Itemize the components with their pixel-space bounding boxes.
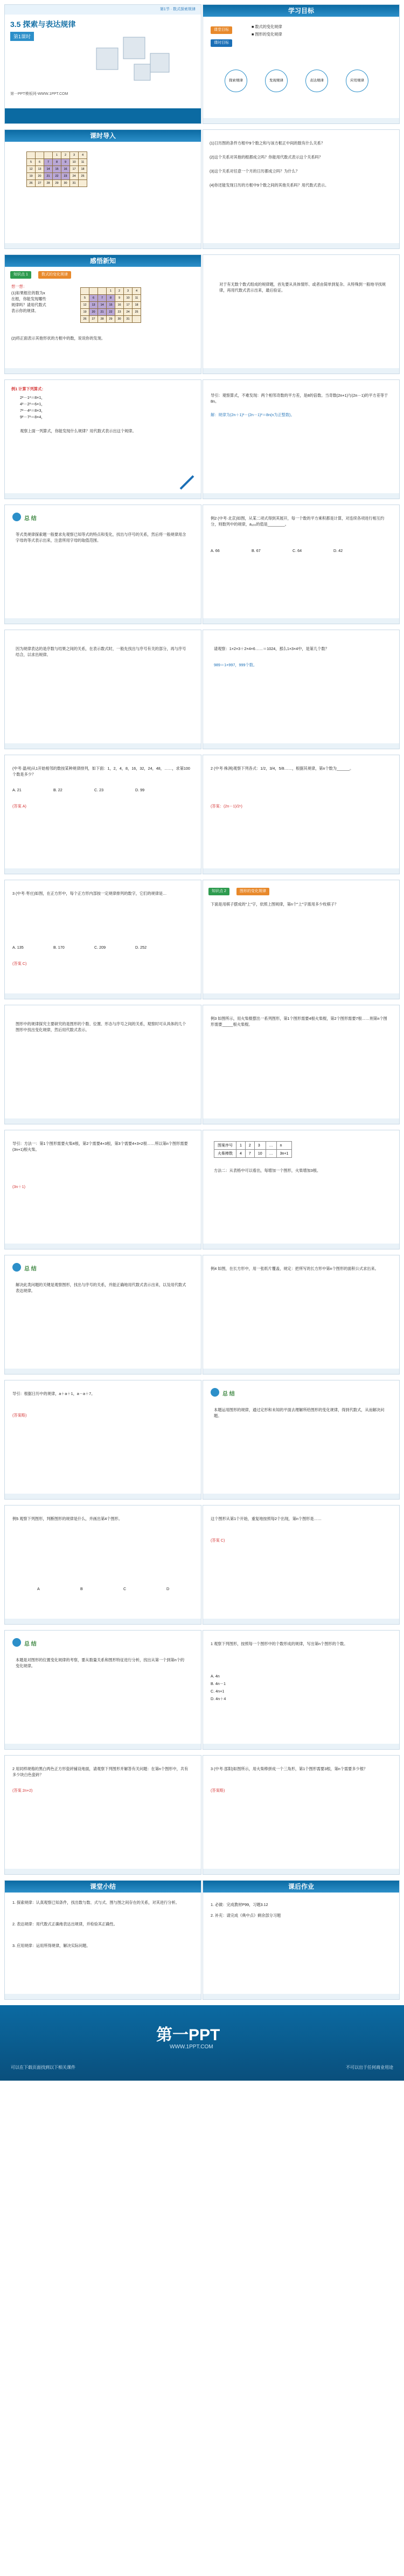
calendar-cell: 20 (89, 309, 98, 316)
slide-heading: 感悟新知 (5, 255, 201, 267)
calendar-cell: 1 (53, 152, 61, 159)
choice-label-b: B (80, 1586, 83, 1591)
think-line-5: (2)将正面表示其他形状的方框中的数，说说你的发现。 (11, 336, 106, 341)
slide-footer (5, 1744, 201, 1749)
slide-summary-4 (4, 1630, 201, 1750)
slide-footer (203, 1244, 399, 1249)
exercise-6-answer: (答案略) (211, 1788, 225, 1793)
slide-footer (203, 618, 399, 624)
calendar-cell: 2 (115, 288, 124, 295)
option-b: B. 170 (53, 945, 65, 950)
calendar-cell: 21 (98, 309, 107, 316)
calendar-cell: 16 (61, 166, 70, 173)
option-d: D. 99 (135, 788, 145, 792)
calendar-table (26, 151, 87, 187)
table-cell: 火柴棒数 (214, 1150, 236, 1158)
title-bar (5, 5, 201, 15)
calendar-cell: 18 (133, 302, 141, 309)
think-line-2: 在框，你能发现哪些 (11, 296, 46, 301)
slide-summary-2 (4, 1255, 201, 1375)
option-b: B. 22 (53, 788, 62, 792)
slide-heading: 学习目标 (203, 5, 399, 17)
table-cell: 3n+1 (276, 1150, 292, 1158)
table-header-cell: … (266, 1142, 276, 1150)
option-a: A. 21 (12, 788, 22, 792)
calendar-cell: 30 (61, 180, 70, 187)
calendar-cell (27, 152, 36, 159)
slide-footer (203, 743, 399, 749)
slide-exercise-3 (4, 880, 201, 999)
slide-footer (203, 1494, 399, 1499)
slide-example-1-solution (203, 379, 400, 499)
explain-text: 因为规律表达的是序数与结果之间的关系，在表示数式时，一般先找出与序号有关的部分，再与序号结合，以求出规律。 (16, 646, 186, 657)
match-table (214, 1141, 292, 1158)
summary-text: 本题运用图形的规律，通过定形和未知的平面去理解所给图形的变化规律，得到代数式，从而解决问题。 (214, 1407, 385, 1418)
calendar-cell: 20 (36, 173, 44, 180)
slide-footer (5, 1869, 201, 1874)
slide-knowledge-2 (203, 880, 400, 999)
knowledge-title: 图形的变化规律 (236, 888, 269, 895)
slide-footer (5, 1369, 201, 1374)
calendar-cell: 27 (89, 316, 98, 323)
footer-brand: 第一PPT (156, 2026, 220, 2044)
cube-illustration (86, 26, 193, 91)
calendar-cell (81, 288, 89, 295)
summary-title: 总 结 (222, 1391, 235, 1397)
goal-flow (225, 64, 386, 96)
example-3-answer: (3n＋1) (12, 1184, 25, 1189)
calendar-cell: 7 (44, 159, 53, 166)
slide-learning-goals (203, 4, 400, 124)
question-4: (4)你还能发现日历的方框中9个数之间的其他关系吗？用代数式表示。 (210, 183, 329, 188)
summary-text: 等式类规律探索题一般要求先观察已知等式的特点和变化，找出与序号的关系，然后将一般规律用含字母的等式表示出来，注意所用字母的取值范围。 (16, 532, 186, 543)
example-3-solution: 导引：方法一：第1个图形需要火柴4根，第2个需要4+3根，第3个需要4+3×2根……所以第n个图形需要(3n+1)根火柴。 (12, 1141, 188, 1152)
slide-exercise-4 (203, 1630, 400, 1750)
slide-footer (203, 1869, 399, 1874)
solution-answer: 解：规律为(2n＋1)²－(2n－1)²＝8n(n为正整数)。 (211, 412, 295, 417)
exercise-2-text: 2 (中考·株洲)观察下列各式：1/2，3/4，5/8……，根据其规律，第n个数为______。 (211, 766, 354, 771)
calendar-row (81, 309, 141, 316)
slide-header-label: 第1节 · 数式探索规律 (159, 8, 196, 11)
summary-point-1: 1. 探索规律：认真观察已知条件，找出数与数、式与式、图与图之间存在的关系，对其进行分析。 (12, 1900, 179, 1905)
slide-footer (203, 993, 399, 999)
exercise-6-text: 3 (中考·邵阳)如图所示，用火柴棒拼成一个三角形，第1个图形需要3根，第n个需要多少根？ (211, 1766, 368, 1771)
calendar-cell: 30 (115, 316, 124, 323)
slide-footer (5, 1118, 201, 1124)
calendar-cell (79, 180, 87, 187)
slide-footer (5, 1994, 201, 1999)
calendar-cell: 3 (124, 288, 133, 295)
calendar-row (81, 316, 141, 323)
homework-item-2: 2. 补充：请完成《典中点》剩余部分习题 (211, 1913, 281, 1918)
lesson-badge: 第1课时 (10, 32, 34, 41)
calendar-cell: 1 (107, 288, 115, 295)
slide-footer (5, 1619, 201, 1624)
slide-footer (5, 993, 201, 999)
table-cell: 7 (245, 1150, 254, 1158)
slide-homework (203, 1880, 400, 2000)
question-1: (1)日历图的条件方框中9个数之和与该方框正中间的数有什么关系？ (210, 141, 325, 146)
exercise-1-answer: (答案 A) (12, 804, 26, 809)
example-line-4: 9²－7²＝8×4， (20, 415, 45, 419)
slide-footer (203, 1994, 399, 1999)
example-hint: 观察上面一列算式，你能发现什么规律？用代数式表示出这个规律。 (20, 429, 136, 433)
calendar-cell: 4 (133, 288, 141, 295)
example-line-3: 7²－4²＝8×3， (20, 408, 45, 413)
calendar-cell: 19 (27, 173, 36, 180)
slide-knowledge-1-note (203, 254, 400, 374)
exercise-4-text: 1 观察下列图形，按照每一个图形中的个数形成的规律，写出第n个图形的个数。 (211, 1641, 348, 1646)
slide-footer (5, 868, 201, 874)
table-header-cell: 3 (254, 1142, 266, 1150)
calendar-cell: 31 (124, 316, 133, 323)
calendar-cell: 5 (27, 159, 36, 166)
calendar-row (27, 173, 87, 180)
calendar-cell: 11 (79, 159, 87, 166)
slide-footer (5, 1494, 201, 1499)
summary-point-2: 2. 表达规律：用代数式正确地表达出规律，并检验其正确性。 (12, 1922, 117, 1926)
option-a: A. 4n (211, 1674, 220, 1679)
calendar-cell: 25 (79, 173, 87, 180)
calendar-cell: 31 (70, 180, 79, 187)
slide-example-2-answer (203, 630, 400, 749)
answer-value: 989＝1×997，999个数。 (214, 662, 257, 667)
summary-title: 总 结 (24, 1641, 37, 1647)
calendar-cell: 24 (124, 309, 133, 316)
table-cell: 4 (236, 1150, 246, 1158)
question-2: (2)这个关系对其他的框都成立吗？你能用代数式表示这个关系吗？ (210, 155, 323, 160)
calendar-cell (36, 152, 44, 159)
example-3-method-2: 方法二：从表格中可以看出，每增加一个图形，火柴增加3根。 (214, 1168, 321, 1173)
slide-footer (5, 743, 201, 749)
calendar-cell: 12 (27, 166, 36, 173)
choice-label-a: A (37, 1586, 40, 1591)
slide-example-3-solution (4, 1130, 201, 1249)
calendar-cell (133, 316, 141, 323)
tag-lesson-goal: 课时目标 (211, 39, 232, 47)
calendar-cell: 18 (79, 166, 87, 173)
calendar-cell: 10 (124, 295, 133, 302)
example-4-answer: (答案略) (12, 1413, 27, 1418)
calendar-cell: 7 (98, 295, 107, 302)
table-cell: … (266, 1150, 276, 1158)
table-header-cell: 2 (245, 1142, 254, 1150)
summary-icon (12, 1263, 21, 1272)
calendar-cell: 23 (61, 173, 70, 180)
calendar-cell: 11 (133, 295, 141, 302)
calendar-row (27, 180, 87, 187)
calendar-row (27, 159, 87, 166)
think-line-3: 规律吗？请用代数式 (11, 302, 46, 307)
slide-example-1 (4, 379, 201, 499)
pen-icon (178, 473, 197, 491)
goal-item-1: ■ 数式的变化规律 (252, 24, 282, 29)
slide-example-4-solution (4, 1380, 201, 1500)
calendar-cell: 3 (70, 152, 79, 159)
knowledge-2-note: 图形中的规律探究主要研究的是图形的个数、位置、形态与序号之间的关系，观察时可从具体的几个图形中找出变化规律，然后用代数式表示。 (16, 1021, 186, 1032)
solution-text: 导引：观察算式，不难发现：两个相邻奇数的平方差，是8的倍数。当奇数(2n+1)与(2n－1)的平方差等于8n。 (211, 393, 388, 404)
calendar-cell: 23 (115, 309, 124, 316)
choice-label-d: D (166, 1586, 170, 1591)
think-line-1: (1)如果框住的数为x (11, 291, 45, 295)
goal-item-2: ■ 图形的变化规律 (252, 32, 282, 37)
calendar-cell (98, 288, 107, 295)
slide-exercise-5 (4, 1755, 201, 1875)
example-2-problem: 例2 (中考·北京)如图，从某二项式得到其展开，每一个数的平方乘积都是计算，对连续各项进行相互约分，则数列中的规律，a₁₀₀的值是________。 (211, 516, 385, 527)
calendar-cell: 13 (36, 166, 44, 173)
slide-intro-calendar (4, 129, 201, 249)
footer-left-note: 可以在下载页面找到以下相关课件 (11, 2065, 75, 2070)
calendar-cell: 26 (81, 316, 89, 323)
question-3: (3)这个关系对任意一个月的日历都成立吗？为什么？ (210, 169, 299, 174)
calendar-row (27, 152, 87, 159)
option-a: A. 66 (211, 548, 220, 553)
slide-footer (5, 493, 201, 499)
summary-text: 解决此类问题的关键是观察图形，找出与序号的关系，并能正确地用代数式表示出来，以及用代数式表达规律。 (16, 1282, 186, 1293)
option-b: B. 4n－1 (211, 1681, 226, 1686)
slide-example-3-table (203, 1130, 400, 1249)
slide-footer (203, 868, 399, 874)
option-c: C. 209 (94, 945, 106, 950)
slide-example-2 (203, 505, 400, 624)
footer-url: WWW.1PPT.COM (170, 2044, 213, 2050)
summary-title: 总 结 (24, 1266, 37, 1272)
option-d: D. 42 (333, 548, 343, 553)
slide-heading: 课时导入 (5, 130, 201, 142)
calendar-cell: 14 (98, 302, 107, 309)
think-label: 想一想： (11, 284, 27, 289)
slide-title (4, 4, 201, 124)
exercise-5-text: 2 用同样规格的黑白两色正方形瓷砖铺设地面，请观察下列图形并解答有关问题：在第n个图形中，共有多少块白色瓷砖？ (12, 1766, 189, 1777)
example-5-solution: 这个图形从第1个开始，重复地按照每2个出现，第n个图形是…… (211, 1516, 322, 1521)
option-c: C. 64 (292, 548, 302, 553)
calendar-cell: 15 (53, 166, 61, 173)
choice-label-c: C (123, 1586, 127, 1591)
slide-footer (203, 243, 399, 248)
slide-footer (5, 1244, 201, 1249)
calendar-row (81, 302, 141, 309)
flow-step-2: 发现规律 (265, 70, 288, 92)
slide-footer (203, 1744, 399, 1749)
slide-footer (5, 618, 201, 624)
summary-text: 本题是对图形的位置变化规律的考察，要从数量关系和图形特征进行分析，找出从第一个到第n个的变化规律。 (16, 1658, 185, 1668)
answer-text: 请观察：1×2×3＋2×4×6……＝1024，那么1×3×4中，是第几个数？ (214, 646, 329, 651)
calendar-cell: 9 (115, 295, 124, 302)
calendar-cell: 2 (61, 152, 70, 159)
example-title: 例1 计算下列算式： (11, 386, 46, 391)
calendar-cell: 29 (53, 180, 61, 187)
slide-intro-questions (203, 129, 400, 249)
calendar-cell: 22 (53, 173, 61, 180)
example-line-1: 2²－1²＝8×1， (20, 395, 45, 400)
page-title: 3.5 探索与表达规律 (10, 20, 76, 29)
slide-summary-3 (203, 1380, 400, 1500)
calendar-cell: 8 (107, 295, 115, 302)
summary-icon (12, 513, 21, 521)
option-d: D. 4n＋4 (211, 1696, 226, 1701)
slide-footer (5, 243, 201, 248)
calendar-cell: 17 (70, 166, 79, 173)
title-footer-band (5, 108, 201, 123)
calendar-cell: 8 (53, 159, 61, 166)
summary-point-3: 3. 应用规律：运用所得规律，解决实际问题。 (12, 1943, 90, 1948)
calendar-cell: 13 (89, 302, 98, 309)
calendar-cell: 27 (36, 180, 44, 187)
knowledge-title: 数式的变化规律 (38, 271, 71, 279)
slide-example-3 (203, 1005, 400, 1124)
tag-class-goal: 课堂目标 (211, 26, 232, 34)
note-text: 对于有无数个数式组成的规律题，首先要从具体情形、或者由简单到复杂、从特殊到一般地寻找规律，再用代数式表示出来，最后验证。 (219, 282, 386, 293)
table-header-cell: n (276, 1142, 292, 1150)
slide-footer (203, 1369, 399, 1374)
slide-heading: 课堂小结 (5, 1881, 201, 1893)
slide-knowledge-1 (4, 254, 201, 374)
slide-example-5 (4, 1505, 201, 1625)
example-5-answer: (答案 C) (211, 1538, 225, 1543)
calendar-cell: 10 (70, 159, 79, 166)
calendar-cell: 28 (44, 180, 53, 187)
calendar-cell: 16 (115, 302, 124, 309)
slide-example-4 (203, 1255, 400, 1375)
option-b: B. 67 (252, 548, 261, 553)
calendar-cell: 14 (44, 166, 53, 173)
example-4-text: 例4 如图，在长方形中，用一张纸片覆盖，规定：把所写的长方形中第n个图形的面积公式求出来。 (211, 1266, 379, 1271)
slide-class-summary (4, 1880, 201, 2000)
slide-summary-1 (4, 505, 201, 624)
calendar-cell: 9 (61, 159, 70, 166)
slide-footer (203, 118, 399, 123)
calendar-cell: 17 (124, 302, 133, 309)
option-c: C. 23 (94, 788, 104, 792)
slide-footer (203, 1118, 399, 1124)
calendar-cell: 5 (81, 295, 89, 302)
slide-exercise-6 (203, 1755, 400, 1875)
slide-knowledge-2-note (4, 1005, 201, 1124)
think-line-4: 表示你的规律。 (11, 308, 39, 313)
option-d: D. 252 (135, 945, 147, 950)
footer-banner (0, 2005, 404, 2081)
calendar-mini-table (80, 287, 141, 323)
summary-icon (12, 1638, 21, 1647)
slide-footer (203, 368, 399, 374)
table-cell: 10 (254, 1150, 266, 1158)
option-c: C. 4n+1 (211, 1689, 225, 1694)
flow-step-1: 探索规律 (225, 70, 247, 92)
calendar-cell: 28 (98, 316, 107, 323)
calendar-row (81, 288, 141, 295)
slide-example-2-explain (4, 630, 201, 749)
slide-footer (203, 493, 399, 499)
slide-example-5-solution (203, 1505, 400, 1625)
exercise-5-answer: (答案 2n+2) (12, 1788, 33, 1793)
calendar-cell: 24 (70, 173, 79, 180)
slide-footer (5, 368, 201, 374)
calendar-cell: 6 (36, 159, 44, 166)
knowledge-tag: 知识点 1 (10, 271, 31, 279)
calendar-cell: 4 (79, 152, 87, 159)
option-a: A. 135 (12, 945, 24, 950)
example-line-2: 4²－2²＝6×1， (20, 402, 45, 406)
table-header-cell: 1 (236, 1142, 246, 1150)
calendar-row (27, 166, 87, 173)
exercise-3-text: 3 (中考·枣庄)如图，在正方形中，每个正方形内部按一定规律排列的数字，它们的规律是… (12, 891, 167, 896)
slide-exercise-1 (4, 755, 201, 874)
slide-footer (203, 1619, 399, 1624)
slide-heading: 课后作业 (203, 1881, 399, 1893)
calendar-cell: 25 (133, 309, 141, 316)
calendar-cell: 12 (81, 302, 89, 309)
exercise-3-answer: (答案 C) (12, 961, 27, 966)
calendar-cell: 21 (44, 173, 53, 180)
summary-title: 总 结 (24, 516, 37, 522)
homework-item-1: 1. 必做：完成教材P99，习题3.12 (211, 1902, 268, 1907)
example-4-solution: 导引：根据日历中的规律，a＋a＋1，a－a＋7。 (12, 1391, 95, 1396)
calendar-row (81, 295, 141, 302)
exercise-2-answer: (答案：(2n－1)/2ⁿ) (211, 804, 242, 809)
calendar-cell: 22 (107, 309, 115, 316)
example-5-text: 例5 观察下列图形，判断图形的规律是什么，并画出第4个图形。 (12, 1516, 123, 1521)
website-text: 第一PPT模板网-WWW.1PPT.COM (10, 92, 68, 96)
knowledge-2-text: 下面是用棋子摆成的"上"字，依照上图规律，第n个"上"字需用多少枚棋子？ (211, 902, 339, 907)
calendar-cell: 26 (27, 180, 36, 187)
flow-step-4: 应用规律 (346, 70, 368, 92)
knowledge-tag: 知识点 2 (208, 888, 229, 895)
exercise-1-text: (中考·温州)从1开始相邻的数按某种规律排列，如下面：1，2，4，8，16，32，24，48，……，求第100个数是多少？ (12, 766, 190, 777)
table-header-cell: 图案序号 (214, 1142, 236, 1150)
calendar-cell: 19 (81, 309, 89, 316)
footer-right-note: 不可以出于任何商业用途 (346, 2065, 393, 2070)
calendar-cell: 29 (107, 316, 115, 323)
calendar-cell (89, 288, 98, 295)
example-3-text: 例3 如图所示，用火柴棍摆出一系列图形，第1个图形需要4根火柴棍，第2个图形需要7根……则第n个图形需要_____根火柴棍。 (211, 1016, 387, 1027)
slide-exercise-2 (203, 755, 400, 874)
calendar-cell (44, 152, 53, 159)
summary-icon (211, 1388, 219, 1397)
calendar-cell: 6 (89, 295, 98, 302)
calendar-cell: 15 (107, 302, 115, 309)
flow-step-3: 表达规律 (305, 70, 328, 92)
